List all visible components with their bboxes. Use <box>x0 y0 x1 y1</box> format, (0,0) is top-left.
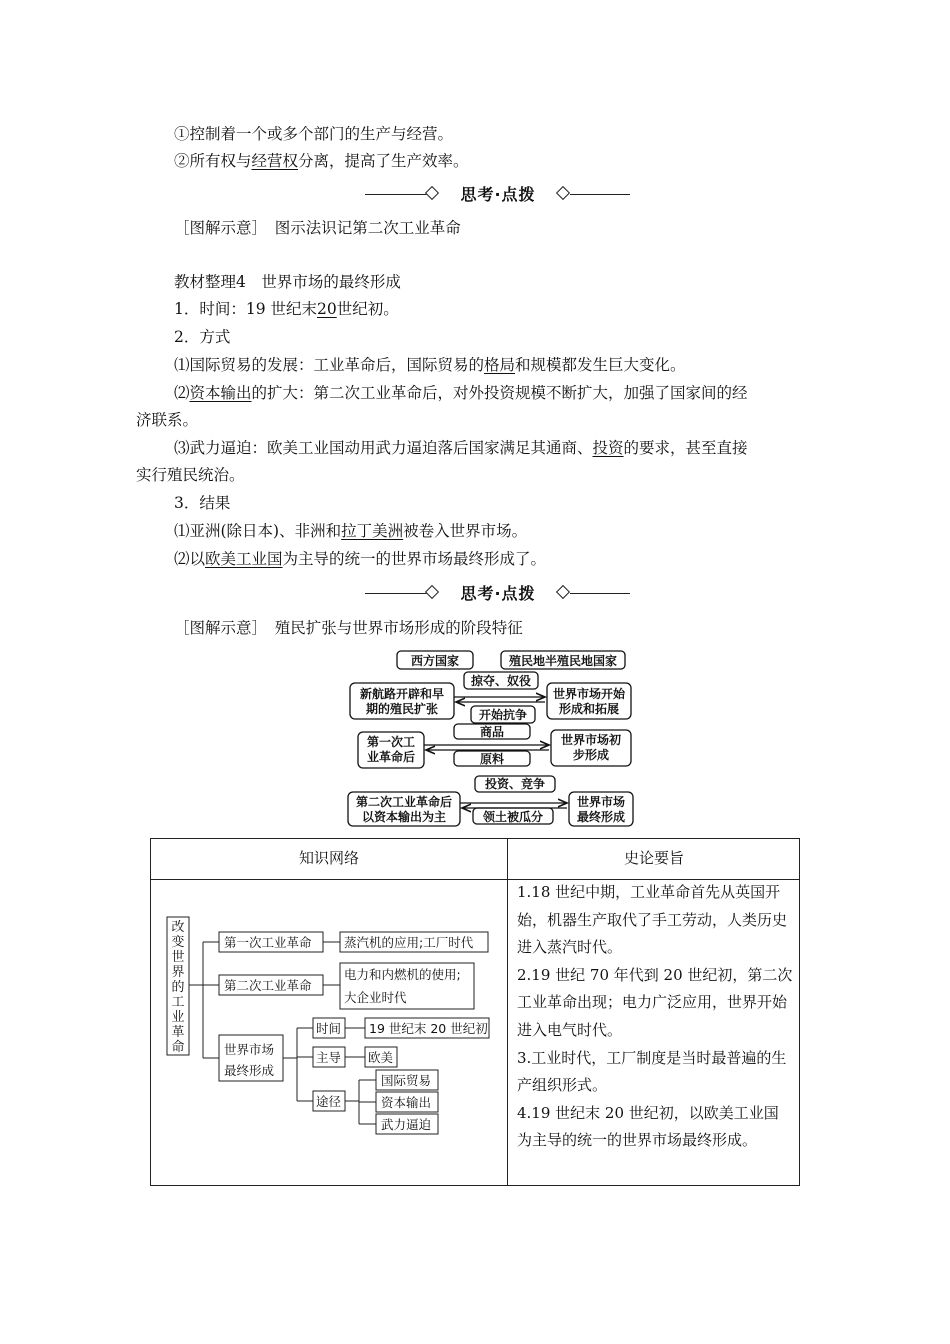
method-1: ⑴国际贸易的发展：工业革命后，国际贸易的格局和规模都发生巨大变化。 <box>174 356 686 374</box>
flow-text-west: 西方国家 <box>410 654 460 668</box>
time-line: 1．时间：19 世纪末20世纪初。 <box>174 300 399 318</box>
section-divider-2 <box>365 583 630 605</box>
net-text-b2: 第二次工业革命 <box>224 978 312 993</box>
summary-item: 3.工业时代，工厂制度是当时最普遍的生产组织形式。 <box>517 1048 787 1095</box>
flow-text-colonies: 殖民地半殖民地国家 <box>508 654 618 668</box>
intro-item-1: ①控制着一个或多个部门的生产与经营。 <box>174 125 454 143</box>
divider-label-2: 思考·点拨 <box>460 584 536 603</box>
knowledge-table <box>150 838 800 1186</box>
section-title: 教材整理4 世界市场的最终形成 <box>174 273 401 291</box>
flow-text-s3-top: 投资、竞争 <box>484 777 546 791</box>
flow-text-s1-right-2: 形成和拓展 <box>558 702 620 716</box>
result-title: 3．结果 <box>174 494 231 512</box>
net-text-path: 途径 <box>316 1094 342 1109</box>
net-text-path3: 武力逼迫 <box>381 1117 432 1132</box>
flow-text-s2-right-2: 步形成 <box>572 748 610 762</box>
net-text-path2: 资本输出 <box>381 1095 432 1110</box>
net-text-b2-leaf-1: 电力和内燃机的使用; <box>344 967 461 982</box>
divider-label: 思考·点拨 <box>460 185 536 204</box>
flow-text-s3-left-1: 第二次工业革命后 <box>355 795 453 809</box>
table-header-summary: 史论要旨 <box>623 849 684 867</box>
result-1: ⑴亚洲(除日本)、非洲和拉丁美洲被卷入世界市场。 <box>174 522 528 540</box>
net-text-b2-leaf-2: 大企业时代 <box>344 990 407 1005</box>
flow-text-s3-right-2: 最终形成 <box>576 810 626 824</box>
flow-text-s1-left-2: 期的殖民扩张 <box>365 702 439 716</box>
net-text-b1: 第一次工业革命 <box>224 935 312 950</box>
knowledge-network <box>151 880 507 1186</box>
summary-item: 4.19 世纪末 20 世纪初，以欧美工业国为主导的统一的世界市场最终形成。 <box>517 1103 779 1150</box>
flow-text-s2-bottom: 原料 <box>479 752 505 766</box>
tip-label-2: ［图解示意］ 殖民扩张与世界市场形成的阶段特征 <box>174 619 523 637</box>
flow-text-s3-bottom: 领土被瓜分 <box>482 810 544 824</box>
net-text-time: 时间 <box>316 1021 342 1036</box>
flow-text-s3-right-1: 世界市场 <box>576 795 626 809</box>
colonial-expansion-diagram <box>340 646 640 830</box>
flow-text-s2-right-1: 世界市场初 <box>560 733 622 747</box>
flow-text-s2-left-2: 业革命后 <box>366 750 416 764</box>
summary-list <box>517 879 793 1155</box>
net-text-lead: 主导 <box>316 1050 342 1065</box>
net-text-path1: 国际贸易 <box>381 1073 432 1088</box>
tip-label-1: ［图解示意］ 图示法识记第二次工业革命 <box>174 219 461 237</box>
result-2: ⑵以欧美工业国为主导的统一的世界市场最终形成了。 <box>174 550 547 568</box>
net-text-b3-2: 最终形成 <box>224 1063 275 1078</box>
flow-text-s2-left-1: 第一次工 <box>366 735 416 749</box>
net-root-text: 改变世界的工业革命 <box>171 920 185 1054</box>
method-2: ⑵资本输出的扩大：第二次工业革命后，对外投资规模不断扩大，加强了国家间的经 <box>174 384 748 402</box>
method-3-cont: 实行殖民统治。 <box>136 466 245 484</box>
flow-text-s1-top: 掠夺、奴役 <box>470 674 532 688</box>
method-3: ⑶武力逼迫：欧美工业国动用武力逼迫落后国家满足其通商、投资的要求，甚至直接 <box>174 439 748 457</box>
flow-text-s1-right-1: 世界市场开始 <box>552 687 626 701</box>
summary-item: 2.19 世纪 70 年代到 20 世纪初，第二次工业革命出现；电力广泛应用，世界开始进入电气时代。 <box>517 965 793 1039</box>
flow-text-s2-top: 商品 <box>479 725 505 739</box>
net-text-b1-leaf: 蒸汽机的应用;工厂时代 <box>344 935 474 950</box>
flow-text-s1-bottom: 开始抗争 <box>478 708 528 722</box>
method-2-cont: 济联系。 <box>136 411 199 429</box>
method-title: 2．方式 <box>174 328 231 346</box>
table-header-network: 知识网络 <box>298 849 359 867</box>
flow-text-s3-left-2: 以资本输出为主 <box>361 810 447 824</box>
flow-text-s1-left-1: 新航路开辟和早 <box>359 687 445 701</box>
intro-item-2: ②所有权与经营权分离，提高了生产效率。 <box>174 152 469 170</box>
net-text-lead-leaf: 欧美 <box>368 1050 394 1065</box>
summary-item: 1.18 世纪中期，工业革命首先从英国开始，机器生产取代了手工劳动，人类历史进入蒸汽时代。 <box>517 883 788 957</box>
net-text-time-leaf: 19 世纪末 20 世纪初 <box>369 1021 488 1036</box>
section-divider <box>365 184 630 206</box>
net-text-b3-1: 世界市场 <box>224 1042 275 1057</box>
